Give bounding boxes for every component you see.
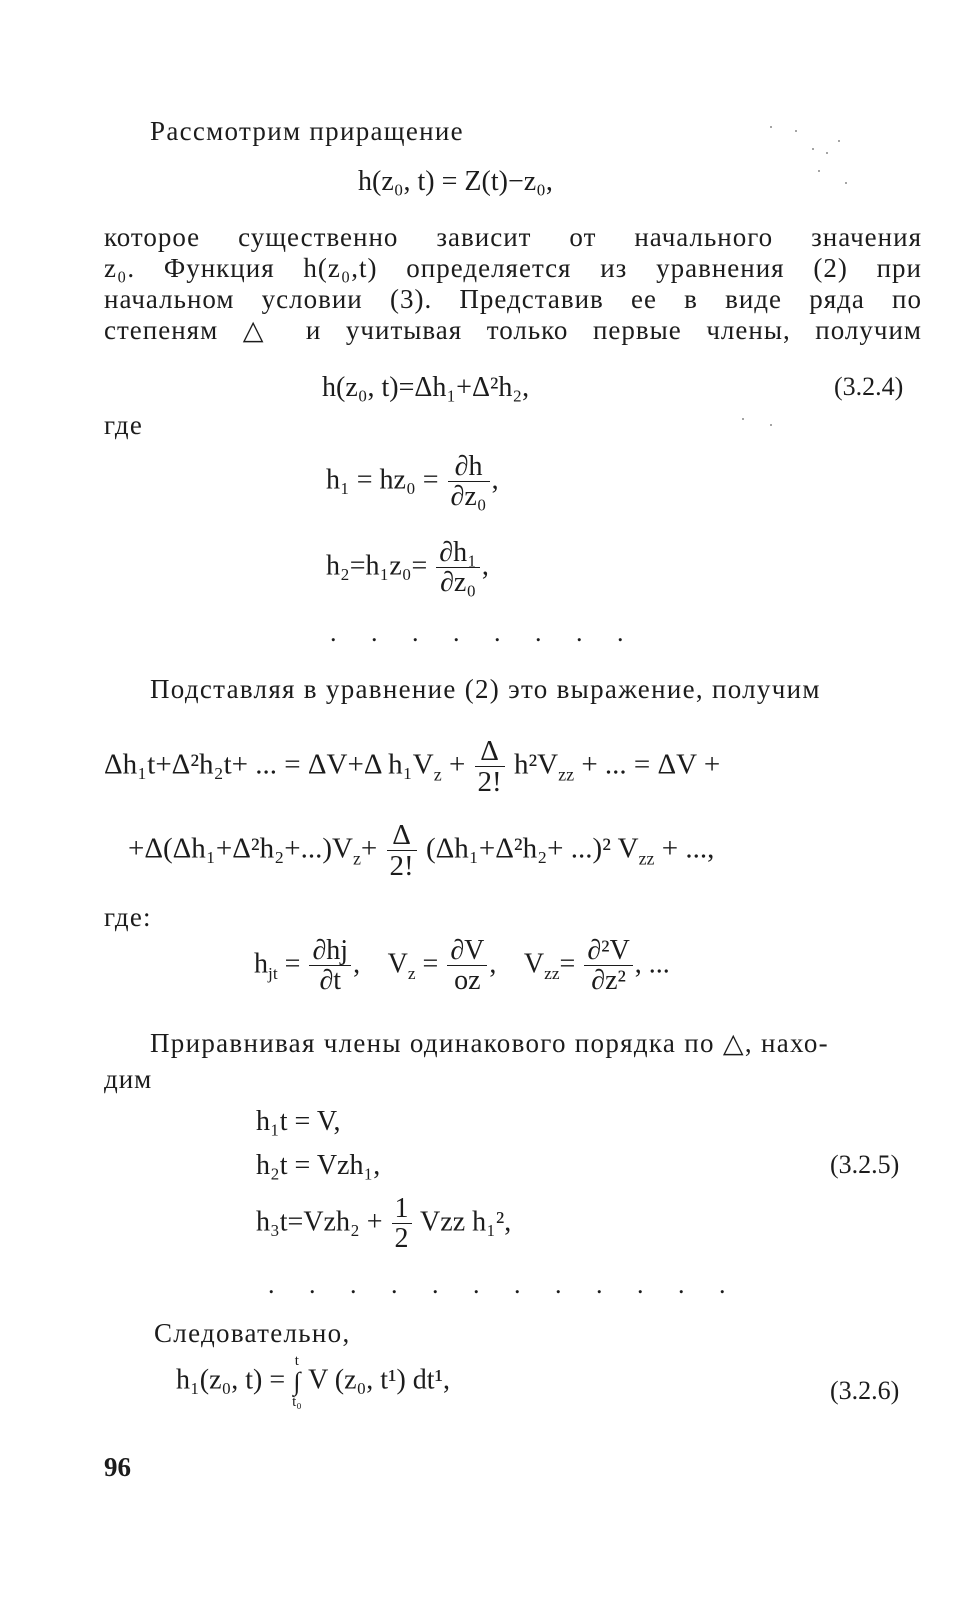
- paragraph-4-line-1: Приравнивая члены одинакового порядка по △, нахо-: [150, 1028, 829, 1058]
- system-line-1: h₁t = V,: [256, 1106, 341, 1137]
- system-3-right: Vzz h₁²,: [420, 1206, 512, 1238]
- def-vz-numerator: ∂V: [447, 936, 487, 966]
- system-3-numerator: 1: [392, 1194, 412, 1224]
- equation-number-3-2-4: (3.2.4): [834, 372, 904, 401]
- h1-denominator: ∂z₀: [450, 481, 487, 513]
- def-hjt-denominator: ∂t: [319, 965, 342, 997]
- h2-numerator: ∂h₁: [436, 538, 480, 568]
- h1-numerator: ∂h: [448, 452, 490, 482]
- equation-increment: h(z₀, t) = Z(t)−z₀,: [358, 166, 553, 197]
- expansion-1-denominator: 2!: [477, 766, 502, 799]
- expansion-line-1: Δh₁t+Δ²h₂t+ ... = ΔV+Δ $h_1V_z$ + $\frac{\Delta}{2!}$ $h^2V_{zz}$ + ... = ΔV +: [104, 735, 721, 799]
- paragraph-4-line-2: дим: [104, 1064, 153, 1094]
- def-vzz-denominator: ∂z²: [591, 965, 626, 997]
- def-vzz-fraction: [584, 936, 632, 996]
- h1-fraction: [448, 452, 490, 512]
- def-vz-denominator: oz: [454, 965, 481, 997]
- h1-lhs: h₁ = hz₀ =: [326, 464, 439, 496]
- equation-3-2-6-left: h₁(z₀, t) =: [176, 1364, 286, 1396]
- paragraph-intro: Рассмотрим приращение: [150, 116, 464, 146]
- def-tail: , ...: [634, 948, 670, 980]
- expansion-1-fraction: [475, 736, 505, 798]
- def-hjt-numerator: ∂hj: [309, 936, 351, 966]
- def-hjt-symbol: h: [254, 948, 268, 980]
- equation-3-2-4: h(z₀, t)=Δh₁+Δ²h₂,: [322, 372, 530, 403]
- expansion-1-numerator: Δ: [475, 736, 505, 767]
- paragraph-2-line-4: степеням △ и учитывая только первые члены, получим: [104, 315, 922, 345]
- expansion-2-numerator: Δ: [387, 820, 417, 851]
- system-line-2: h₂t = Vzh₁,: [256, 1150, 381, 1181]
- paragraph-3: Подставляя в уравнение (2) это выражение, получим: [150, 674, 821, 704]
- def-vzz-symbol: V: [523, 948, 545, 980]
- system-line-3: [256, 1194, 511, 1254]
- ellipsis-row-2: . . . . . . . . . . . .: [268, 1270, 740, 1299]
- expansion-2-tail: + ...,: [661, 832, 715, 865]
- def-vz-symbol: V: [387, 948, 408, 980]
- def-vz-fraction: [447, 936, 487, 996]
- paragraph-5: Следовательно,: [154, 1318, 351, 1348]
- equation-3-2-6: [176, 1354, 450, 1410]
- system-3-fraction: [392, 1194, 412, 1254]
- integral-sign: ∫: [293, 1367, 301, 1396]
- expansion-2-fraction: [387, 820, 417, 882]
- expansion-line-2: $+\Delta(\Delta h_1+\Delta^2h_2+...)V_z+$ $\frac{\Delta}{2!}$ (Δh₁+Δ²h₂+ ...)² $V_{zz}$ + ...,: [128, 819, 715, 883]
- equation-h1-definition: h₁ = hz₀ = $\frac{\partial h}{\text{∂z₀}}$ ,: [326, 451, 499, 513]
- expansion-2-right: (Δh₁+Δ²h₂+ ...)² V: [425, 832, 639, 865]
- expansion-1-left: Δh₁t+Δ²h₂t+ ... = ΔV+Δ h₁V: [104, 748, 434, 781]
- h2-fraction: [436, 538, 480, 598]
- integral-symbol: [292, 1354, 301, 1410]
- h2-denominator: ∂z₀: [440, 567, 477, 599]
- page-number: 96: [104, 1452, 131, 1482]
- expansion-2-denominator: 2!: [389, 850, 414, 883]
- def-hjt-fraction: [309, 936, 351, 996]
- label-where-2: где:: [104, 902, 152, 932]
- label-where-1: где: [104, 410, 144, 440]
- equation-h2-definition: h₂=h₁z₀= $\frac{\text{∂h₁}}{\text{∂z₀}}$ ,: [326, 537, 489, 599]
- def-vzz-numerator: ∂²V: [584, 936, 632, 966]
- derivative-definitions: $h_{jt}$ = $\frac{\partial hj}{\partial t}$ , $V_z$ = $\frac{\partial V}{oz}$ , $V_{zz}=$ $\frac{\text{∂²V}}{\text{∂z²}}$ , ...: [254, 935, 670, 997]
- paragraph-2-line-3: начальном условии (3). Представив ее в виде ряда по: [104, 284, 922, 314]
- paragraph-2-line-2: z₀. Функция h(z₀,t) определяется из уравнения (2) при: [104, 253, 922, 283]
- system-3-denominator: 2: [394, 1223, 409, 1255]
- paragraph-2-line-1: которое существенно зависит от начального значения: [104, 222, 922, 252]
- integral-upper-limit: t: [294, 1353, 299, 1369]
- ellipsis-row-1: . . . . . . . .: [330, 618, 638, 647]
- equation-3-2-6-right: V (z₀, t¹) dt¹,: [308, 1364, 450, 1396]
- expansion-2-left: +Δ(Δh₁+Δ²h₂+...)V: [128, 832, 353, 865]
- system-3-left: h₃t=Vzh₂ +: [256, 1206, 383, 1238]
- integral-lower-limit: t₀: [292, 1394, 302, 1410]
- equation-number-3-2-6: (3.2.6): [830, 1376, 900, 1405]
- expansion-1-right: h²V: [513, 748, 559, 781]
- expansion-1-tail: + ... = ΔV +: [581, 748, 721, 781]
- h2-lhs: h₂=h₁z₀=: [326, 550, 428, 582]
- equation-number-3-2-5: (3.2.5): [830, 1150, 900, 1179]
